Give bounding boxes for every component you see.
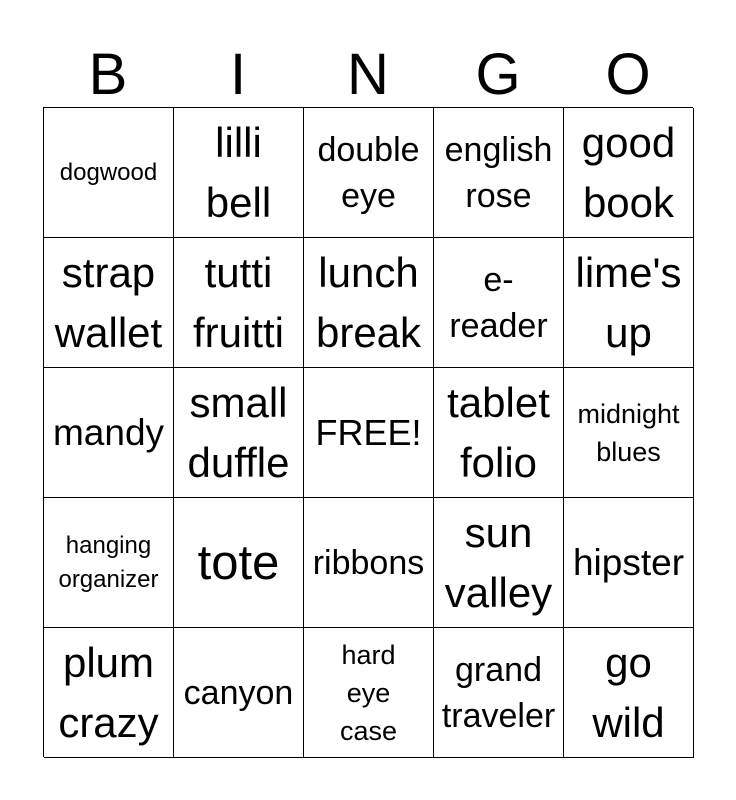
cell-label: sun valley	[444, 508, 553, 616]
cell-label: double eye	[317, 130, 420, 215]
bingo-cell[interactable]	[44, 108, 174, 238]
cell-label: dogwood	[59, 158, 158, 186]
bingo-free-cell[interactable]	[304, 368, 434, 498]
bingo-cell[interactable]	[304, 238, 434, 368]
bingo-cell[interactable]	[564, 238, 694, 368]
bingo-cell[interactable]	[174, 368, 304, 498]
cell-label: hanging organizer	[58, 531, 159, 593]
header-letter-o: O	[605, 42, 651, 107]
cell-label: go wild	[592, 638, 665, 746]
cell-label: lime's up	[575, 248, 682, 356]
cell-label: canyon	[183, 673, 294, 712]
bingo-cell[interactable]	[44, 238, 174, 368]
cell-label: plum crazy	[58, 638, 159, 746]
cell-label: lilli bell	[205, 118, 272, 226]
bingo-cell[interactable]	[434, 498, 564, 628]
cell-label: mandy	[52, 411, 165, 453]
bingo-cell[interactable]	[434, 628, 564, 758]
cell-label: grand traveler	[441, 650, 556, 735]
cell-label: hard eye case	[339, 639, 398, 746]
header-letter-g: G	[475, 42, 521, 107]
cell-label: midnight blues	[577, 398, 680, 467]
cell-label: tablet folio	[447, 378, 550, 486]
bingo-cell[interactable]	[44, 628, 174, 758]
cell-label: ribbons	[312, 543, 425, 582]
cell-label: tutti fruitti	[192, 248, 284, 356]
free-space-label: FREE!	[315, 411, 422, 453]
bingo-cell[interactable]	[304, 498, 434, 628]
cell-label: good book	[581, 118, 676, 226]
cell-label: english rose	[444, 130, 553, 215]
cell-label: small duffle	[187, 378, 290, 486]
bingo-cell[interactable]	[564, 368, 694, 498]
bingo-cell[interactable]	[304, 628, 434, 758]
bingo-cell[interactable]	[434, 238, 564, 368]
bingo-cell[interactable]	[564, 498, 694, 628]
cell-label: hipster	[572, 541, 685, 583]
bingo-cell[interactable]	[304, 108, 434, 238]
cell-label: lunch break	[315, 248, 422, 356]
bingo-board	[43, 107, 693, 757]
bingo-cell[interactable]	[434, 108, 564, 238]
bingo-cell[interactable]	[44, 498, 174, 628]
bingo-cell[interactable]	[44, 368, 174, 498]
header-letter-n: N	[347, 42, 389, 107]
cell-label: strap wallet	[54, 248, 163, 356]
bingo-cell[interactable]	[174, 628, 304, 758]
bingo-cell[interactable]	[564, 628, 694, 758]
bingo-cell[interactable]	[434, 368, 564, 498]
bingo-cell[interactable]	[564, 108, 694, 238]
bingo-cell[interactable]	[174, 108, 304, 238]
header-letter-b: B	[88, 42, 128, 107]
bingo-header	[43, 44, 693, 106]
header-letter-i: I	[229, 42, 247, 107]
bingo-cell[interactable]	[174, 498, 304, 628]
bingo-cell[interactable]	[174, 238, 304, 368]
cell-label: e- reader	[449, 260, 548, 345]
cell-label: tote	[197, 535, 280, 590]
